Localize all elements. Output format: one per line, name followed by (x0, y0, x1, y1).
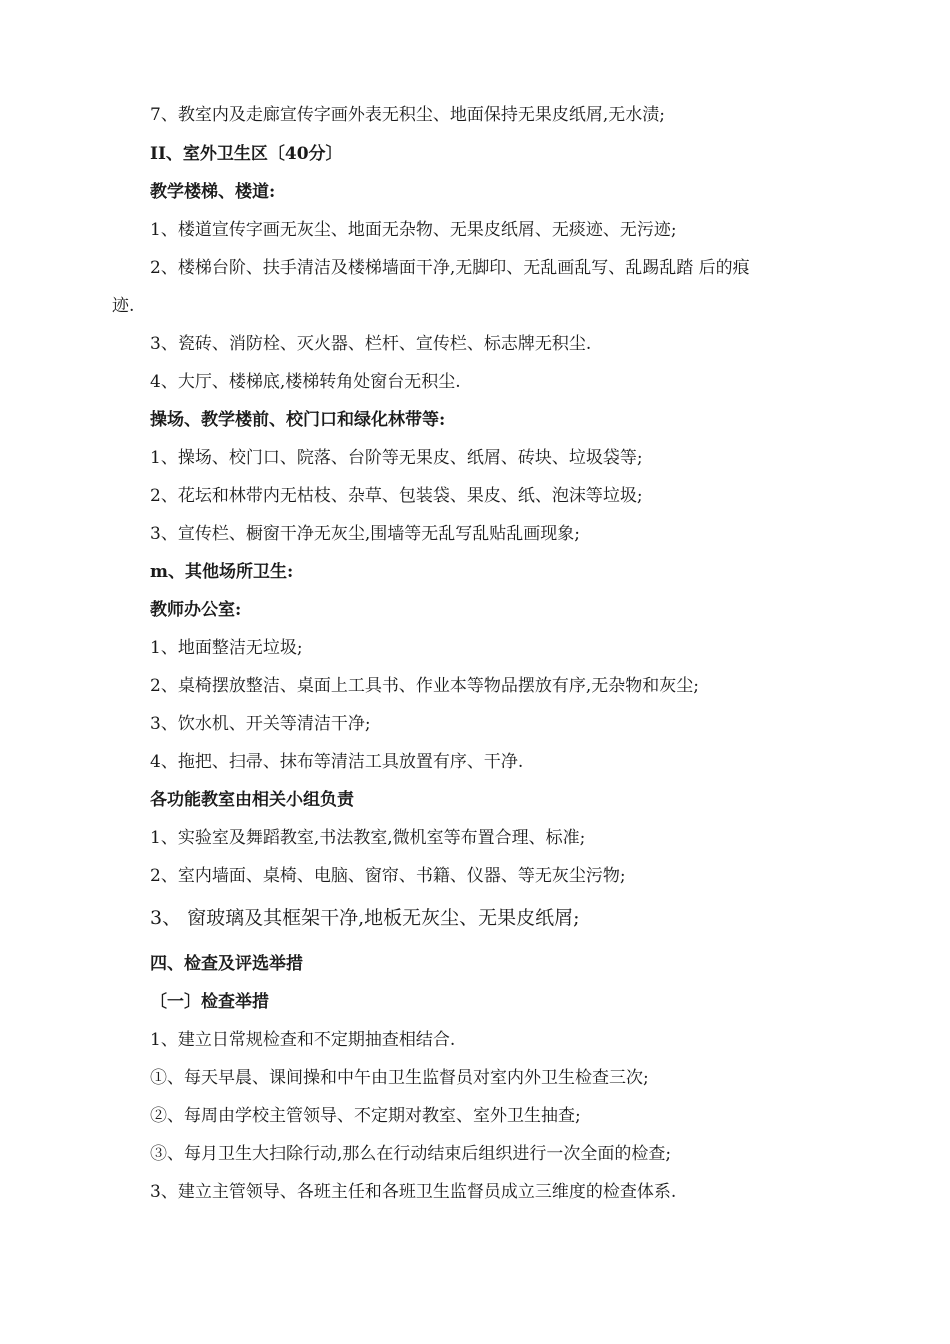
text-line: 2、花坛和林带内无枯枝、杂草、包装袋、果皮、纸、泡沫等垃圾; (150, 486, 643, 506)
text-line-continuation: 迹. (112, 296, 135, 316)
text-line: ②、每周由学校主管领导、不定期对教室、室外卫生抽查; (150, 1106, 581, 1126)
subsection-heading: 操场、教学楼前、校门口和绿化林带等: (150, 410, 446, 430)
section-heading: 四、检查及评选举措 (150, 954, 303, 974)
text-line: 2、室内墙面、桌椅、电脑、窗帘、书籍、仪器、等无灰尘污物; (150, 866, 626, 886)
text-line: 3、宣传栏、橱窗干净无灰尘,围墙等无乱写乱贴乱画现象; (150, 524, 580, 544)
text-line: 1、建立日常规检查和不定期抽查相结合. (150, 1030, 456, 1050)
text-line: 1、楼道宣传字画无灰尘、地面无杂物、无果皮纸屑、无痰迹、无污迹; (150, 220, 677, 240)
text-line: 4、拖把、扫帚、抹布等清洁工具放置有序、干净. (150, 752, 524, 772)
text-line: 7、教室内及走廊宣传字画外表无积尘、地面保持无果皮纸屑,无水渍; (150, 105, 665, 125)
text-line: 4、大厅、楼梯底,楼梯转角处窗台无积尘. (150, 372, 461, 392)
subsection-heading: 〔一〕检查举措 (150, 992, 269, 1012)
subsection-heading: 各功能教室由相关小组负责 (150, 790, 354, 810)
subsection-heading: 教学楼梯、楼道: (150, 182, 276, 202)
text-line: 2、楼梯台阶、扶手清洁及楼梯墙面干净,无脚印、无乱画乱写、乱踢乱踏 后的痕 (150, 258, 750, 278)
text-line: 2、桌椅摆放整洁、桌面上工具书、作业本等物品摆放有序,无杂物和灰尘; (150, 676, 699, 696)
text-line: 1、操场、校门口、院落、台阶等无果皮、纸屑、砖块、垃圾袋等; (150, 448, 643, 468)
section-heading: m、其他场所卫生: (150, 562, 294, 582)
text-line: 1、实验室及舞蹈教室,书法教室,微机室等布置合理、标准; (150, 828, 586, 848)
text-line: ①、每天早晨、课间操和中午由卫生监督员对室内外卫生检查三次; (150, 1068, 649, 1088)
text-line: 3、建立主管领导、各班主任和各班卫生监督员成立三维度的检查体系. (150, 1182, 677, 1202)
text-line: 1、地面整洁无垃圾; (150, 638, 303, 658)
text-line: 3、瓷砖、消防栓、灭火器、栏杆、宣传栏、标志牌无积尘. (150, 334, 592, 354)
subsection-heading: 教师办公室: (150, 600, 242, 620)
text-line: ③、每月卫生大扫除行动,那么在行动结束后组织进行一次全面的检查; (150, 1144, 672, 1164)
text-line: 3、饮水机、开关等清洁干净; (150, 714, 371, 734)
text-line: 3、 窗玻璃及其框架干净,地板无灰尘、无果皮纸屑; (150, 907, 580, 929)
section-heading: II、室外卫生区〔40分〕 (150, 144, 343, 164)
